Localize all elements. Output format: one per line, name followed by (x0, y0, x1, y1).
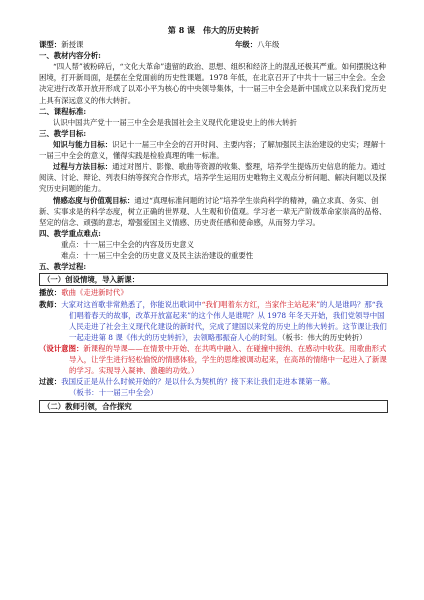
difficult-point-text: 十一届三中全会的历史意义及民主法治建设的重要性 (83, 251, 254, 261)
lesson-type-label: 课型： (39, 40, 62, 49)
teacher-board-note: （板书：伟大的历史转折） (281, 332, 367, 342)
objective-knowledge (39, 139, 388, 161)
meta-row (39, 39, 388, 50)
grade-value: 八年级 (257, 40, 280, 49)
objective-values-text: 通过“真理标准问题的讨论”培养学生崇尚科学的精神，确立求真、务实、创新、实事求是的科学态度，树立正确的世界观、人生观和价值观。学习老一辈无产阶级革命家崇高的品格、坚定的信念、顽强的意志，增强爱国主义情感、历史责任感和使命感，从而努力学习。 (39, 195, 387, 227)
objective-values-label: 情感态度与价值观目标： (53, 195, 135, 205)
objective-process-label: 过程与方法目标： (53, 162, 113, 172)
key-point-text: 十一届三中全会的内容及历史意义 (83, 239, 195, 249)
play-label: 播放： (39, 288, 62, 298)
step-one-heading: （一）创设情境，导入新课： (39, 273, 388, 286)
design-intent (39, 343, 388, 376)
play-text: 歌曲《走进新时代》 (61, 288, 128, 298)
standard-paragraph: 认识中国共产党十一届三中全会是我国社会主义现代化建设史上的伟大转折 (53, 117, 297, 127)
grade (235, 39, 279, 50)
objective-knowledge-text: 识记十一届三中全会的召开时间、主要内容；了解加强民主法治建设的史实；理解十一届三中全会的意义，懂得实践是检验真理的唯一标准。 (39, 139, 386, 161)
objective-knowledge-label: 知识与能力目标： (53, 139, 113, 149)
teacher-text-a: 大家对这首歌非常熟悉了，你能说出歌词中 (61, 299, 202, 309)
objective-process-text: 通过对图片、影像、歌曲等资源的收集、整理，培养学生提炼历史信息的能力。通过阅读、讨论、辩论、列表归纳等探究合作形式，培养学生运用历史唯物主义观点分析问题、解决问题以及探究历史问题的能力。 (39, 162, 387, 194)
analysis-paragraph: “四人帮”被粉碎后，“文化大革命”遗留的政治、思想、组织和经济上的混乱还极其严重。如何摆脱这种困境，打开新局面，是摆在全党面前的历史性课题。1978 年低，在北京召开了中共十一届三中全会。全会决定进行改革开放开形成了以邓小平为核心的中央领导集体，十一届三中全会是新中国成立以来我们党历史上具有深远意义的伟大转折。 (39, 62, 387, 105)
transition-label: 过渡： (39, 377, 62, 387)
design-intent-text: 新课程的导课——在情景中开始、在共鸣中融入、在碰撞中接纳、在感动中收获。用歌曲形式导入，让学生进行轻松愉悦的情感体验，学生的思维被调动起来，在高昂的情绪中一起进入了新课的学习。实现导入凝神、激趣的功效。） (69, 343, 387, 376)
difficult-point-label: 难点： (61, 251, 84, 261)
objective-values (39, 195, 388, 228)
transition-paragraph (39, 376, 388, 387)
page-title: 第 8 课 伟大的历史转折 (167, 25, 260, 35)
section-heading-objectives: 三、教学目标: (39, 128, 87, 138)
lesson-type-value: 新授课 (61, 40, 84, 49)
lesson-type (39, 39, 235, 50)
transition-board-note: （板书：十一届三中全会） (69, 388, 158, 398)
teacher-label: 教师： (39, 299, 62, 309)
transition-text: 我国反正是从什么时候开始的？是以什么为契机的？接下来让我们走进本课第一幕。 (61, 377, 335, 387)
key-point (39, 239, 388, 250)
design-intent-label: （设计意图： (39, 343, 84, 353)
teacher-quote: “我们唱着东方红，当家作主站起来” (201, 299, 321, 309)
step-two-heading: （二）教师引领，合作探究 (39, 400, 388, 413)
teacher-paragraph (39, 299, 388, 343)
section-heading-keypoints: 四、教学重点难点: (39, 228, 101, 238)
play-line (39, 287, 388, 298)
section-heading-analysis: 一、教材内容分析: (39, 51, 101, 61)
grade-label: 年级： (235, 40, 258, 49)
difficult-point (39, 250, 388, 261)
key-point-label: 重点： (61, 239, 84, 249)
section-heading-process: 五、教学过程: (39, 262, 87, 272)
teacher-text-b: 的人是谁吗？那“我们唱着春天的故事，改革开放富起来”的这个伟人是谁呢？从 1978 年冬天开始，我们党领导中国人民走进了社会主义现代化建设的新时代，完成了建国以来党的历史上的伟大转折。这节课让我们一起走进第 8 课《伟大的历史转折》，去领略那振奋人心的时刻。 (69, 299, 387, 342)
section-heading-standard: 二、课程标准: (39, 106, 87, 116)
objective-process (39, 161, 388, 194)
lesson-plan (39, 24, 388, 414)
